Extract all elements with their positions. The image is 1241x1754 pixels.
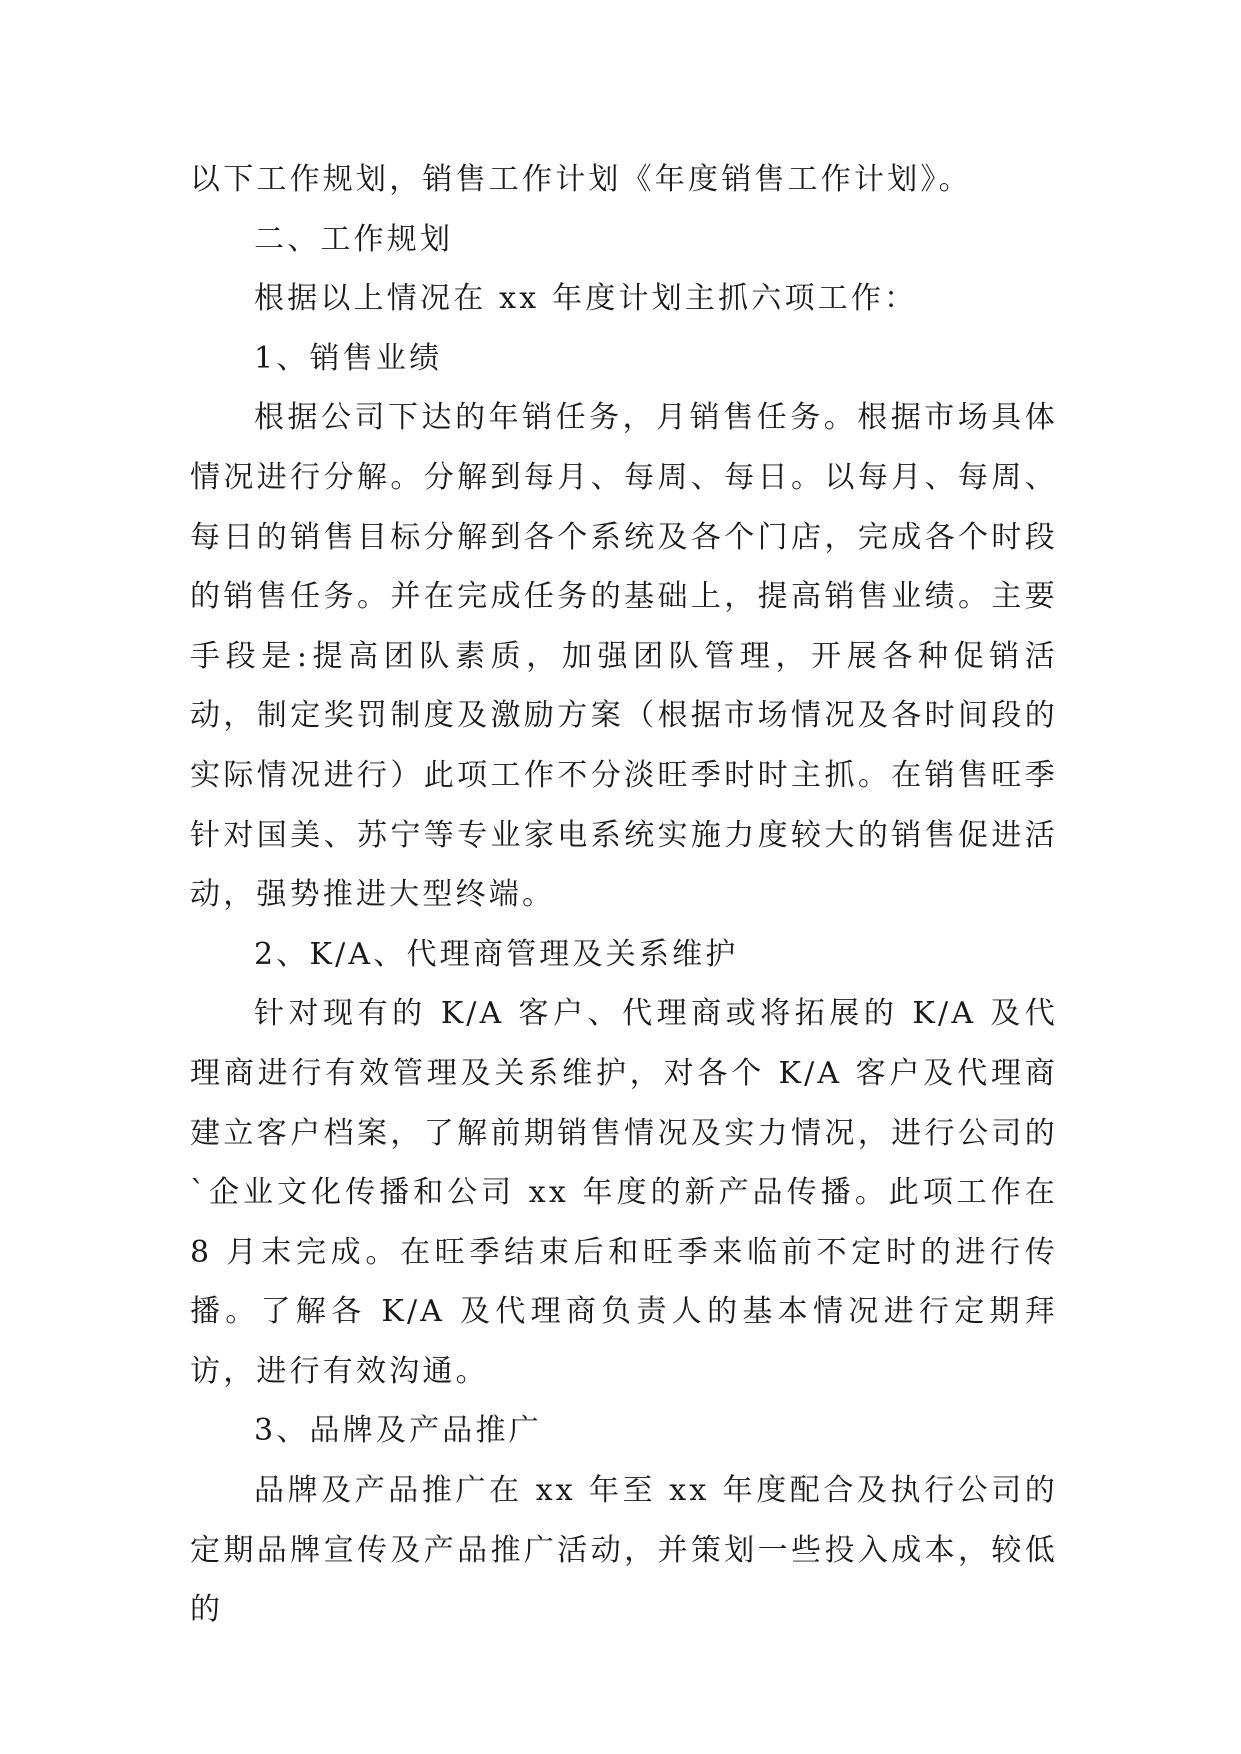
item-1-body: 根据公司下达的年销任务，月销售任务。根据市场具体情况进行分解。分解到每月、每周、每日。以每月、每周、每日的销售目标分解到各个系统及各个门店，完成各个时段的销售任务。并在完成任务的基础上，提高销售业绩。主要手段是:提高团队素质，加强团队管理，开展各种促销活动，制定奖罚制度及激励方案（根据市场情况及各时间段的实际情况进行）此项工作不分淡旺季时时主抓。在销售旺季针对国美、苏宁等专业家电系统实施力度较大的销售促进活动，强势推进大型终端。	[190, 400, 1058, 913]
document-body	[190, 150, 1058, 1640]
paragraph-continuation: 以下工作规划，销售工作计划《年度销售工作计划》。	[190, 162, 972, 197]
item-2-heading: 2、K/A、代理商管理及关系维护	[254, 936, 739, 972]
item-1-heading: 1、销售业绩	[254, 340, 443, 376]
section-heading-work-plan: 二、工作规划	[254, 221, 454, 257]
item-3-heading: 3、品牌及产品推广	[254, 1413, 542, 1449]
paragraph-intro: 根据以上情况在 xx 年度计划主抓六项工作：	[254, 281, 918, 317]
item-3-body: 品牌及产品推广在 xx 年至 xx 年度配合及执行公司的定期品牌宣传及产品推广活动，并策划一些投入成本，较低的	[190, 1473, 1058, 1628]
item-2-body: 针对现有的 K/A 客户、代理商或将拓展的 K/A 及代理商进行有效管理及关系维护，对各个 K/A 客户及代理商建立客户档案，了解前期销售情况及实力情况，进行公司的`企业文化传播和公司 xx 年度的新产品传播。此项工作在 8 月末完成。在旺季结束后和旺季来临前不定时的进行传播。了解各 K/A 及代理商负责人的基本情况进行定期拜访，进行有效沟通。	[190, 996, 1058, 1389]
